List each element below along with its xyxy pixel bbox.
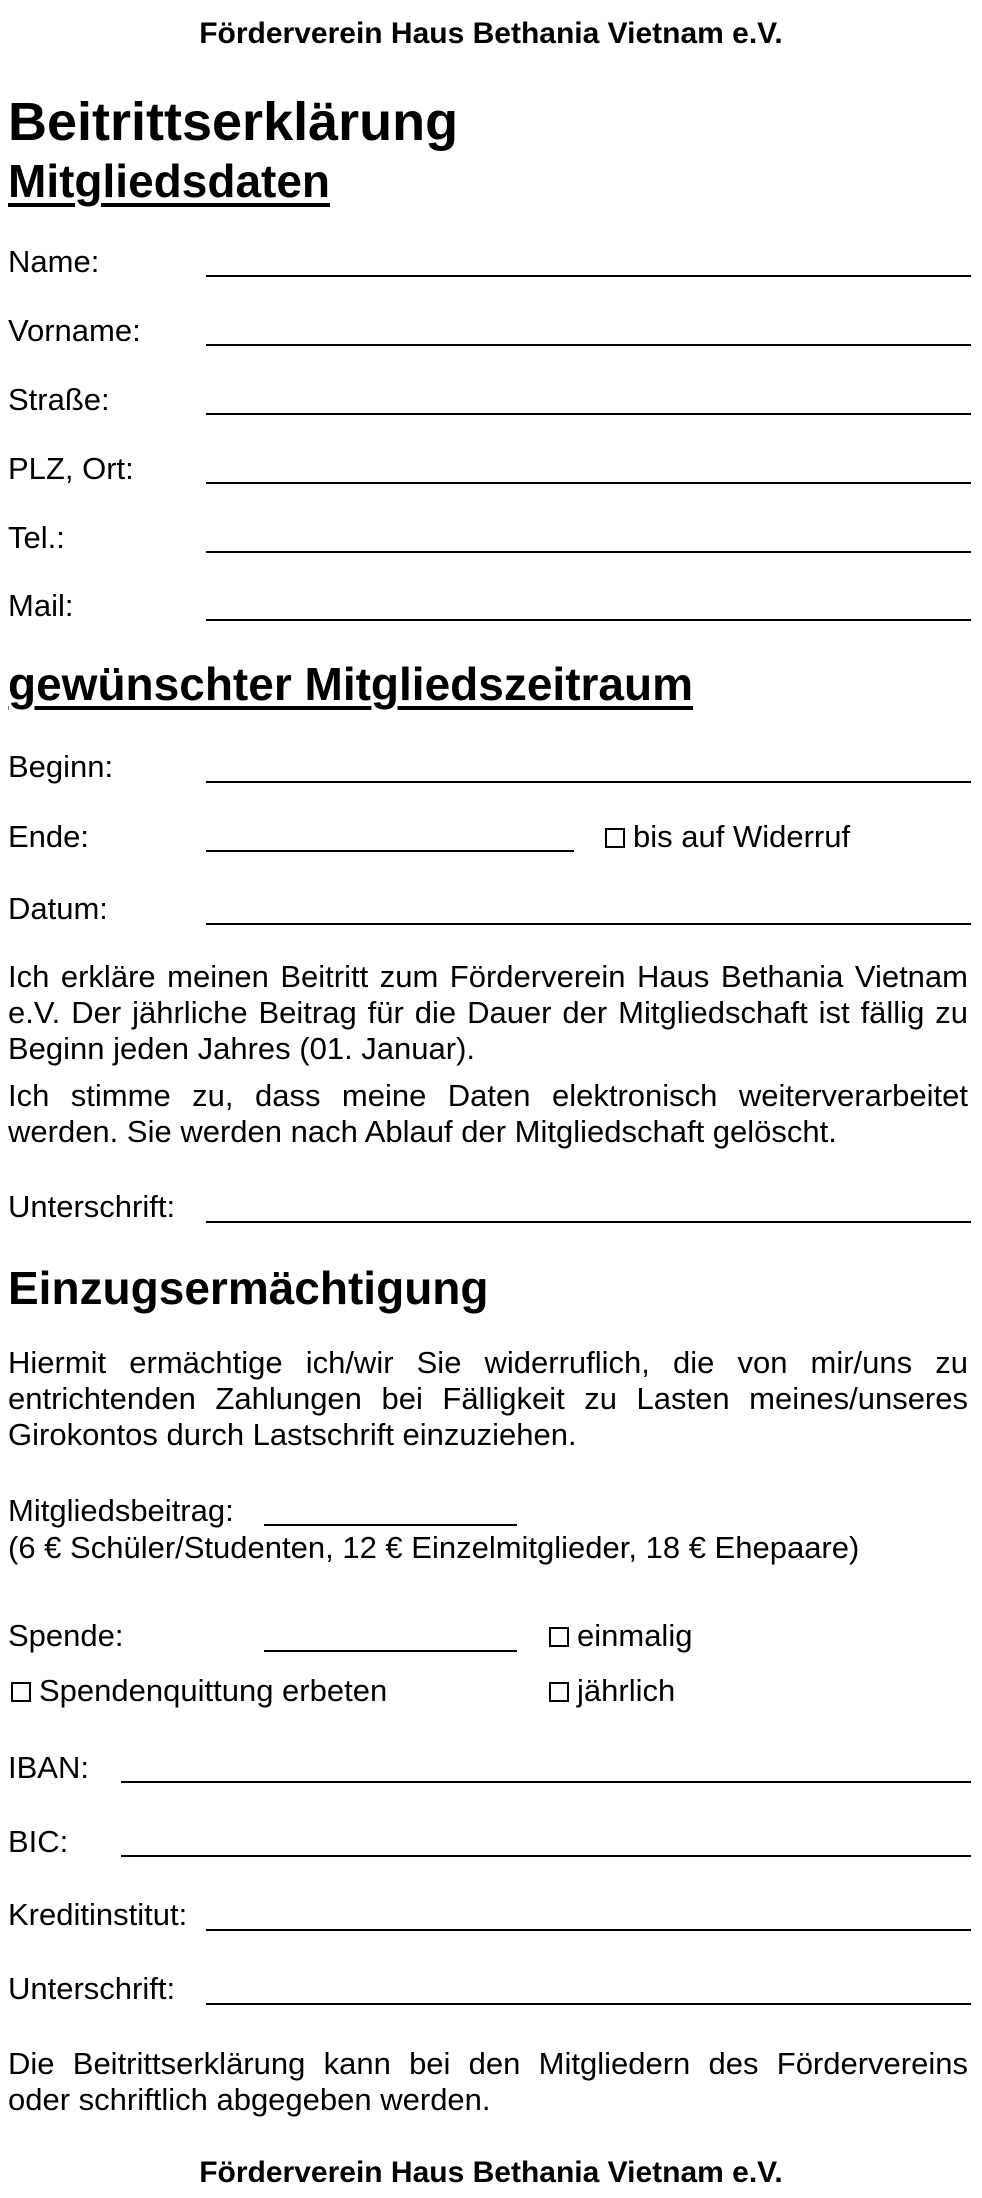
- field-label-tel: Tel.:: [8, 520, 65, 555]
- beginn-field[interactable]: [206, 781, 971, 783]
- jaehrlich-option[interactable]: [549, 1673, 675, 1709]
- field-label-signature-1: Unterschrift:: [8, 1189, 176, 1224]
- field-label-spende: Spende:: [8, 1618, 124, 1653]
- field-label-name: Name:: [8, 244, 100, 279]
- plz-ort-field[interactable]: [206, 482, 971, 484]
- field-label-datum: Datum:: [8, 891, 108, 926]
- signature-field-2[interactable]: [206, 2003, 971, 2005]
- field-label-ende: Ende:: [8, 819, 90, 854]
- jaehrlich-label: jährlich: [577, 1673, 676, 1708]
- spende-field[interactable]: [264, 1650, 517, 1652]
- debit-authorization-paragraph: Hiermit ermächtige ich/wir Sie widerruflich, die von mir/uns zu entrichtenden Zahlungen bei Fälligkeit zu Lasten meines/unseres Girokontos durch Lastschrift einzuziehen.: [8, 1345, 968, 1452]
- jaehrlich-checkbox[interactable]: [549, 1682, 569, 1702]
- field-label-plz-ort: PLZ, Ort:: [8, 451, 134, 486]
- closing-paragraph: Die Beitrittserklärung kann bei den Mitgliedern des Fördervereins oder schriftlich abgegeben werden.: [8, 2046, 968, 2117]
- datum-field[interactable]: [206, 923, 971, 925]
- widerruf-label: bis auf Widerruf: [633, 819, 851, 854]
- section-heading-member: Mitgliedsdaten: [8, 155, 331, 207]
- data-consent-paragraph: Ich stimme zu, dass meine Daten elektronisch weiterverarbeitet werden. Sie werden nach Ablauf der Mitgliedschaft gelöscht.: [8, 1078, 968, 1149]
- page-title: Beitrittserklärung: [8, 92, 459, 152]
- beitrag-field[interactable]: [264, 1524, 517, 1526]
- vorname-field[interactable]: [206, 344, 971, 346]
- einmalig-checkbox[interactable]: [549, 1627, 569, 1647]
- quittung-label: Spendenquittung erbeten: [39, 1673, 388, 1708]
- widerruf-option[interactable]: [605, 819, 850, 855]
- einmalig-label: einmalig: [577, 1618, 693, 1653]
- footer-org-name: Förderverein Haus Bethania Vietnam e.V.: [199, 2156, 783, 2189]
- section-heading-debit: Einzugsermächtigung: [8, 1262, 489, 1314]
- beitrag-note: (6 € Schüler/Studenten, 12 € Einzelmitglieder, 18 € Ehepaare): [8, 1530, 860, 1565]
- field-label-beitrag: Mitgliedsbeitrag:: [8, 1493, 234, 1528]
- field-label-iban: IBAN:: [8, 1750, 89, 1785]
- field-label-signature-2: Unterschrift:: [8, 1971, 176, 2006]
- bic-field[interactable]: [121, 1855, 971, 1857]
- field-label-beginn: Beginn:: [8, 749, 114, 784]
- strasse-field[interactable]: [206, 413, 971, 415]
- field-label-strasse: Straße:: [8, 382, 110, 417]
- name-field[interactable]: [206, 275, 971, 277]
- einmalig-option[interactable]: [549, 1618, 692, 1654]
- field-label-vorname: Vorname:: [8, 313, 141, 348]
- quittung-checkbox[interactable]: [11, 1682, 31, 1702]
- tel-field[interactable]: [206, 551, 971, 553]
- section-heading-period: gewünschter Mitgliedszeitraum: [8, 658, 694, 710]
- iban-field[interactable]: [121, 1781, 971, 1783]
- field-label-bic: BIC:: [8, 1824, 69, 1859]
- signature-field-1[interactable]: [206, 1221, 971, 1223]
- field-label-mail: Mail:: [8, 588, 74, 623]
- widerruf-checkbox[interactable]: [605, 828, 625, 848]
- mail-field[interactable]: [206, 619, 971, 621]
- field-label-kreditinstitut: Kreditinstitut:: [8, 1897, 188, 1932]
- header-org-name: Förderverein Haus Bethania Vietnam e.V.: [199, 17, 783, 50]
- ende-field[interactable]: [206, 850, 574, 852]
- quittung-option[interactable]: [11, 1673, 387, 1709]
- kreditinstitut-field[interactable]: [206, 1929, 971, 1931]
- declaration-paragraph: Ich erkläre meinen Beitritt zum Förderverein Haus Bethania Vietnam e.V. Der jährliche Beitrag für die Dauer der Mitgliedschaft ist fällig zu Beginn jeden Jahres (01. Januar).: [8, 959, 968, 1066]
